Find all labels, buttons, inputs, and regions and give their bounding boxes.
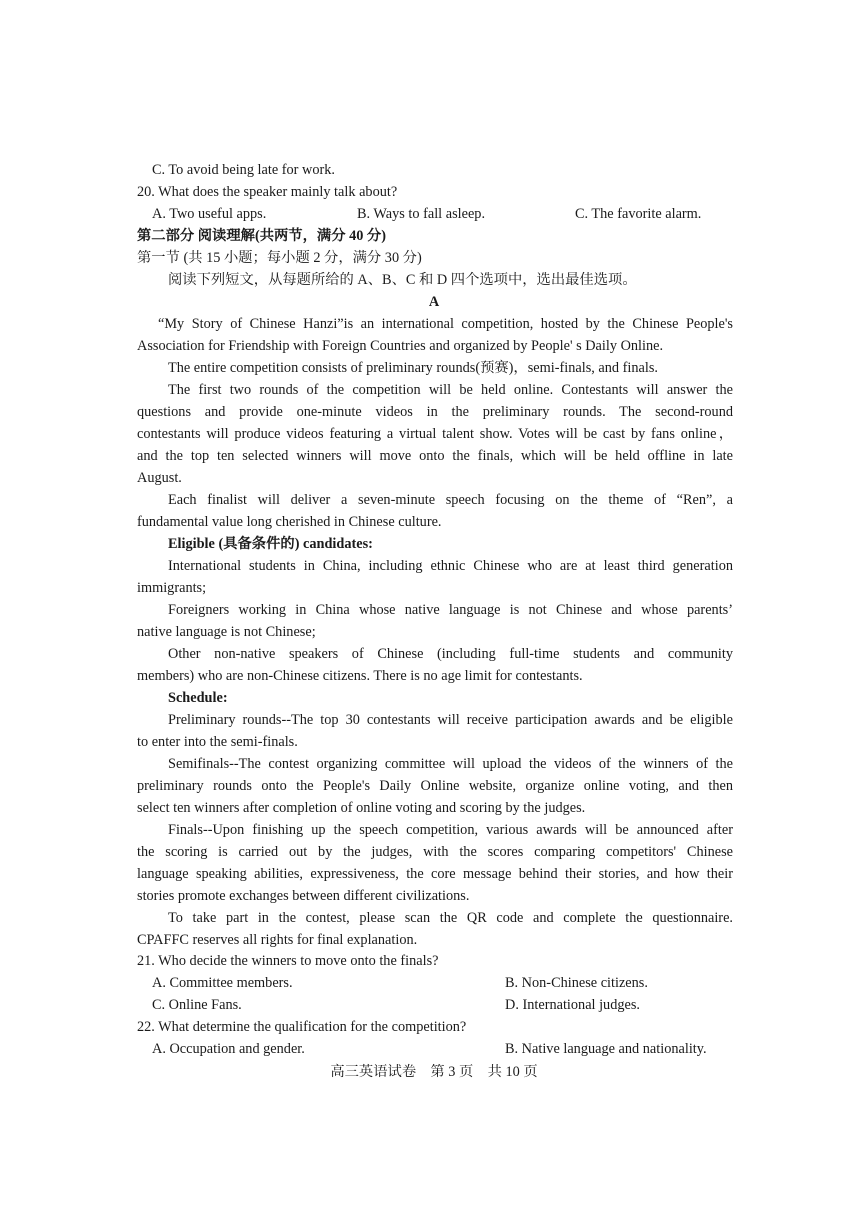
eligible-heading: Eligible (具备条件的) candidates: — [168, 536, 373, 552]
passage-line: native language is not Chinese; — [137, 624, 316, 640]
passage-line: and the top ten selected winners will move onto the finals, which will be held offline in late — [137, 448, 733, 464]
q20-stem: 20. What does the speaker mainly talk about? — [137, 184, 398, 200]
section1-title: 第一节 (共 15 小题；每小题 2 分，满分 30 分) — [137, 250, 422, 266]
passage-line: The first two rounds of the competition will be held online. Contestants will answer the — [168, 382, 733, 398]
passage-line: select ten winners after completion of online voting and scoring by the judges. — [137, 800, 586, 816]
passage-line: to enter into the semi-finals. — [137, 734, 298, 750]
q21-stem: 21. Who decide the winners to move onto the finals? — [137, 953, 439, 969]
passage-line: International students in China, including ethnic Chinese who are at least third generation — [168, 558, 733, 574]
passage-line: Finals--Upon finishing up the speech competition, various awards will be announced after — [168, 822, 733, 838]
passage-line: The entire competition consists of preliminary rounds(预赛)，semi-finals, and finals. — [168, 360, 658, 376]
passage-line: contestants will produce videos featuring a virtual talent show. Votes will be cast by fans online， — [137, 426, 733, 442]
passage-line: the scoring is carried out by the judges, with the scores comparing competitors' Chinese — [137, 844, 733, 860]
passage-label: A — [428, 294, 440, 310]
passage-line: members) who are non-Chinese citizens. There is no age limit for contestants. — [137, 668, 583, 684]
q21-option-d: D. International judges. — [505, 997, 640, 1013]
q22-stem: 22. What determine the qualification for the competition? — [137, 1019, 467, 1035]
passage-line: stories promote exchanges between different civilizations. — [137, 888, 470, 904]
q21-option-a: A. Committee members. — [152, 975, 293, 991]
passage-line: August. — [137, 470, 182, 486]
passage-line: Each finalist will deliver a seven-minute speech focusing on the theme of “Ren”, a — [168, 492, 733, 508]
q19-option-c: C. To avoid being late for work. — [152, 162, 335, 178]
passage-line: Preliminary rounds--The top 30 contestants will receive participation awards and be eligible — [168, 712, 733, 728]
passage-line: questions and provide one-minute videos in the preliminary rounds. The second-round — [137, 404, 733, 420]
q22-option-b: B. Native language and nationality. — [505, 1041, 707, 1057]
q21-option-b: B. Non-Chinese citizens. — [505, 975, 648, 991]
passage-line: immigrants; — [137, 580, 207, 596]
q20-option-c: C. The favorite alarm. — [575, 206, 702, 222]
passage-line: Other non-native speakers of Chinese (including full-time students and community — [168, 646, 733, 662]
reading-instruction: 阅读下列短文，从每题所给的 A、B、C 和 D 四个选项中，选出最佳选项。 — [168, 272, 637, 288]
q22-option-a: A. Occupation and gender. — [152, 1041, 305, 1057]
passage-line: Foreigners working in China whose native language is not Chinese and whose parents’ — [168, 602, 733, 618]
schedule-heading: Schedule: — [168, 690, 228, 706]
q20-option-a: A. Two useful apps. — [152, 206, 267, 222]
passage-line: preliminary rounds onto the People's Daily Online website, organize online voting, and then — [137, 778, 733, 794]
q20-option-b: B. Ways to fall asleep. — [357, 206, 486, 222]
page-footer: 高三英语试卷 第 3 页 共 10 页 — [330, 1064, 538, 1080]
passage-line: Semifinals--The contest organizing committee will upload the videos of the winners of the — [168, 756, 733, 772]
passage-line: Association for Friendship with Foreign Countries and organized by People' s Daily Online. — [137, 338, 664, 354]
passage-line: To take part in the contest, please scan the QR code and complete the questionnaire. — [168, 910, 733, 926]
passage-line: fundamental value long cherished in Chinese culture. — [137, 514, 442, 530]
q21-option-c: C. Online Fans. — [152, 997, 242, 1013]
passage-line: “My Story of Chinese Hanzi”is an international competition, hosted by the Chinese People's — [158, 316, 733, 332]
passage-line: CPAFFC reserves all rights for final explanation. — [137, 932, 418, 948]
passage-line: language speaking abilities, expressiveness, the core message behind their stories, and how their — [137, 866, 733, 882]
part2-title: 第二部分 阅读理解(共两节，满分 40 分) — [137, 228, 386, 244]
